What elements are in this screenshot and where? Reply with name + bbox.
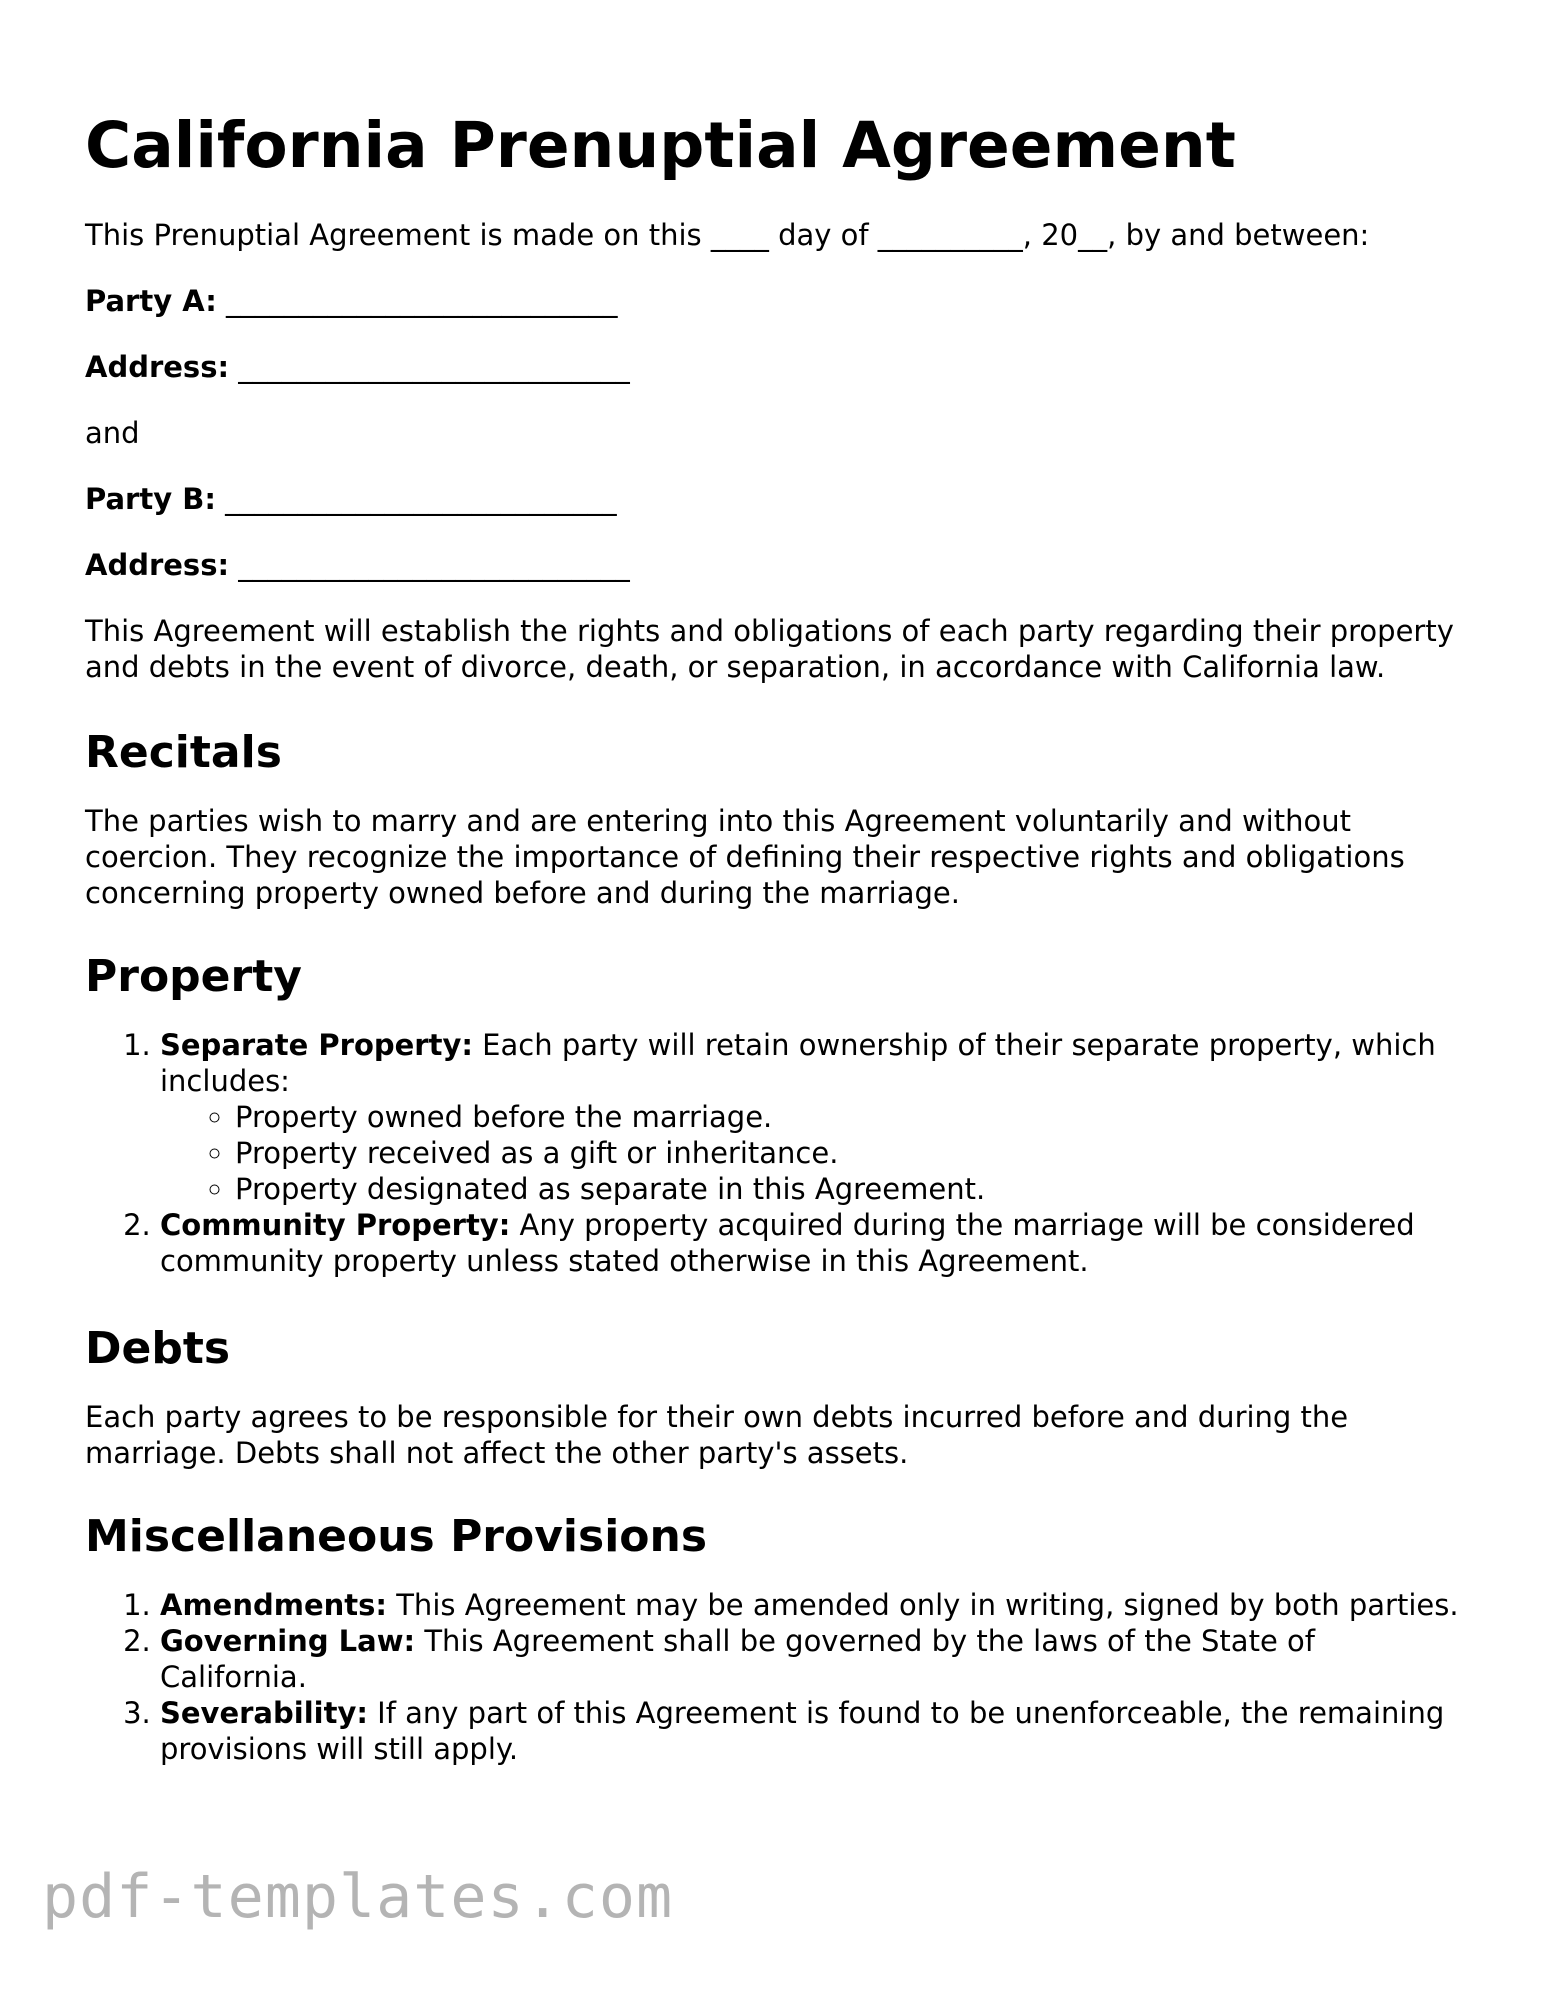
- property-item-community: [160, 1207, 1465, 1279]
- purpose-paragraph: This Agreement will establish the rights and obligations of each party regarding their property and debts in the event of divorce, death, or separation, in accordance with California law.: [85, 614, 1454, 684]
- party-a-address-blank: ___________________________: [238, 350, 630, 384]
- document-page: [85, 100, 1465, 1809]
- misc-item-term: Severability:: [160, 1696, 368, 1730]
- property-item-term: Community Property:: [160, 1208, 511, 1242]
- misc-item-text: If any part of this Agreement is found to be unenforceable, the remaining provisions will still apply.: [160, 1696, 1445, 1766]
- separate-property-sublist: [160, 1099, 1465, 1207]
- party-b-address-blank: ___________________________: [238, 548, 630, 582]
- sublist-item: ◦ Property designated as separate in this Agreement.: [235, 1171, 1465, 1207]
- party-b-label: Party B:: [85, 482, 216, 516]
- and-text: and: [85, 416, 140, 450]
- watermark-text: pdf-templates.com: [42, 1862, 674, 1932]
- sublist-item: ◦ Property received as a gift or inheritance.: [235, 1135, 1465, 1171]
- intro-paragraph: This Prenuptial Agreement is made on this ____ day of __________, 20__, by and between:: [85, 218, 1370, 252]
- party-b-address-line: [85, 547, 1465, 583]
- debts-paragraph: Each party agrees to be responsible for their own debts incurred before and during the marriage. Debts shall not affect the other party's assets.: [85, 1400, 1349, 1470]
- property-item-text: Any property acquired during the marriage will be considered community property unless stated otherwise in this Agreement.: [160, 1208, 1415, 1278]
- misc-item-severability: [160, 1695, 1465, 1767]
- party-a-address-line: [85, 349, 1465, 385]
- misc-item-amendments: [160, 1587, 1465, 1623]
- debts-heading: Debts: [85, 1323, 231, 1374]
- sublist-item: ◦ Property owned before the marriage.: [235, 1099, 1465, 1135]
- property-item-term: Separate Property:: [160, 1028, 473, 1062]
- property-heading: Property: [85, 951, 302, 1002]
- party-a-label: Party A:: [85, 284, 217, 318]
- misc-item-text: This Agreement shall be governed by the laws of the State of California.: [160, 1624, 1315, 1694]
- property-list: [85, 1027, 1465, 1279]
- party-b-blank: ___________________________: [225, 482, 617, 516]
- party-a-blank: ___________________________: [226, 284, 618, 318]
- property-item-text: Each party will retain ownership of their separate property, which includes:: [160, 1028, 1436, 1098]
- party-a-address-label: Address:: [85, 350, 230, 384]
- recitals-paragraph: The parties wish to marry and are entering into this Agreement voluntarily and without coercion. They recognize the importance of defining their respective rights and obligations concerning property owned before and during the marriage.: [85, 804, 1405, 910]
- party-a-line: [85, 283, 1465, 319]
- property-item-separate: [160, 1027, 1465, 1207]
- misc-heading: Miscellaneous Provisions: [85, 1511, 708, 1562]
- party-b-line: [85, 481, 1465, 517]
- party-b-address-label: Address:: [85, 548, 230, 582]
- document-title: California Prenuptial Agreement: [85, 109, 1236, 182]
- misc-item-text: This Agreement may be amended only in writing, signed by both parties.: [387, 1588, 1459, 1622]
- recitals-heading: Recitals: [85, 727, 282, 778]
- misc-item-term: Governing Law:: [160, 1624, 416, 1658]
- misc-list: [85, 1587, 1465, 1767]
- misc-item-governing-law: [160, 1623, 1465, 1695]
- misc-item-term: Amendments:: [160, 1588, 387, 1622]
